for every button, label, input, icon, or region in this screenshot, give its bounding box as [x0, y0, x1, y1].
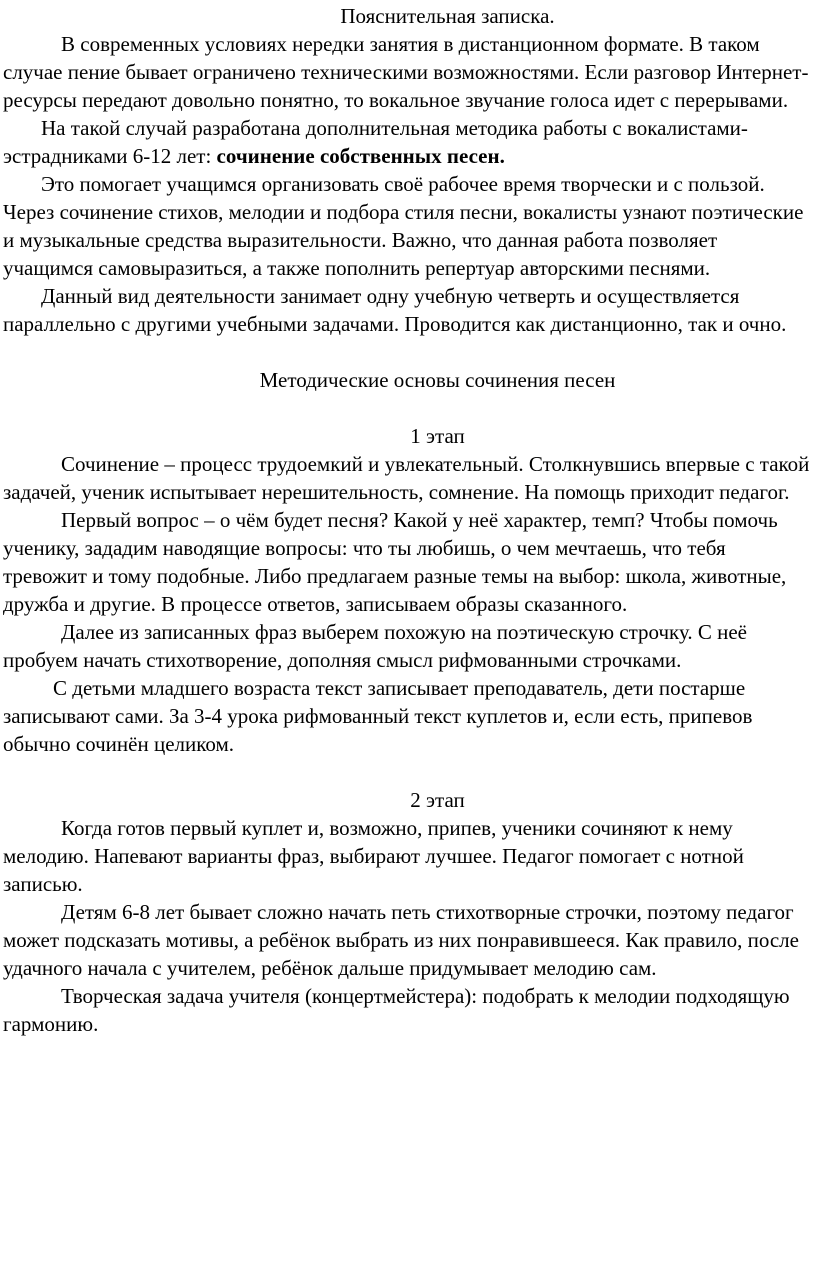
stage2-paragraph: Творческая задача учителя (концертмейстера): подобрать к мелодии подходящую гармонию.: [3, 984, 790, 1036]
benefit-paragraph: Это помогает учащимся организовать своё рабочее время творчески и с пользой. Через сочинение стихов, мелодии и подбора стиля песни, вокалисты узнают поэтические и музыкальные средства выразительности. Важно, что данная работа позволяет учащимся самовыразиться, а также пополнить репертуар авторскими песнями.: [3, 172, 804, 280]
stage1-paragraph: С детьми младшего возраста текст записывает преподаватель, дети постарше записывают сами. За 3-4 урока рифмованный текст куплетов и, если есть, припевов обычно сочинён целиком.: [3, 676, 753, 756]
method-bold-text: сочинение собственных песен.: [216, 144, 505, 168]
spacer: [3, 758, 812, 786]
document-title: Пояснительная записка.: [340, 4, 555, 28]
stage1-heading: 1 этап: [410, 424, 465, 448]
method-text: На такой случай разработана дополнительная методика работы с вокалистами-эстрадниками 6-12 лет:: [3, 116, 748, 168]
stage1-paragraph: Далее из записанных фраз выберем похожую на поэтическую строчку. С неё пробуем начать стихотворение, дополняя смысл рифмованными строчками.: [3, 620, 747, 672]
stage2-heading: 2 этап: [410, 788, 465, 812]
intro-paragraph: В современных условиях нередки занятия в дистанционном формате. В таком случае пение бывает ограничено техническими возможностями. Если разговор Интернет-ресурсы передают довольно понятно, то вокальное звучание голоса идет с перерывами.: [3, 32, 809, 112]
stage2-paragraph: Когда готов первый куплет и, возможно, припев, ученики сочиняют к нему мелодию. Напевают варианты фраз, выбирают лучшее. Педагог помогает с нотной записью.: [3, 816, 744, 896]
stage1-paragraph: Сочинение – процесс трудоемкий и увлекательный. Столкнувшись впервые с такой задачей, ученик испытывает нерешительность, сомнение. На помощь приходит педагог.: [3, 452, 810, 504]
method-paragraph: [3, 114, 812, 170]
spacer: [3, 338, 812, 366]
section-title: Методические основы сочинения песен: [259, 368, 616, 392]
spacer: [3, 394, 812, 422]
schedule-paragraph: Данный вид деятельности занимает одну учебную четверть и осуществляется параллельно с другими учебными задачами. Проводится как дистанционно, так и очно.: [3, 284, 787, 336]
stage1-paragraph: Первый вопрос – о чём будет песня? Какой у неё характер, темп? Чтобы помочь ученику, зададим наводящие вопросы: что ты любишь, о чем мечтаешь, что тебя тревожит и тому подобные. Либо предлагаем разные темы на выбор: школа, животные, дружба и другие. В процессе ответов, записываем образы сказанного.: [3, 508, 787, 616]
stage2-paragraph: Детям 6-8 лет бывает сложно начать петь стихотворные строчки, поэтому педагог может подсказать мотивы, а ребёнок выбрать из них понравившееся. Как правило, после удачного начала с учителем, ребёнок дальше придумывает мелодию сам.: [3, 900, 799, 980]
